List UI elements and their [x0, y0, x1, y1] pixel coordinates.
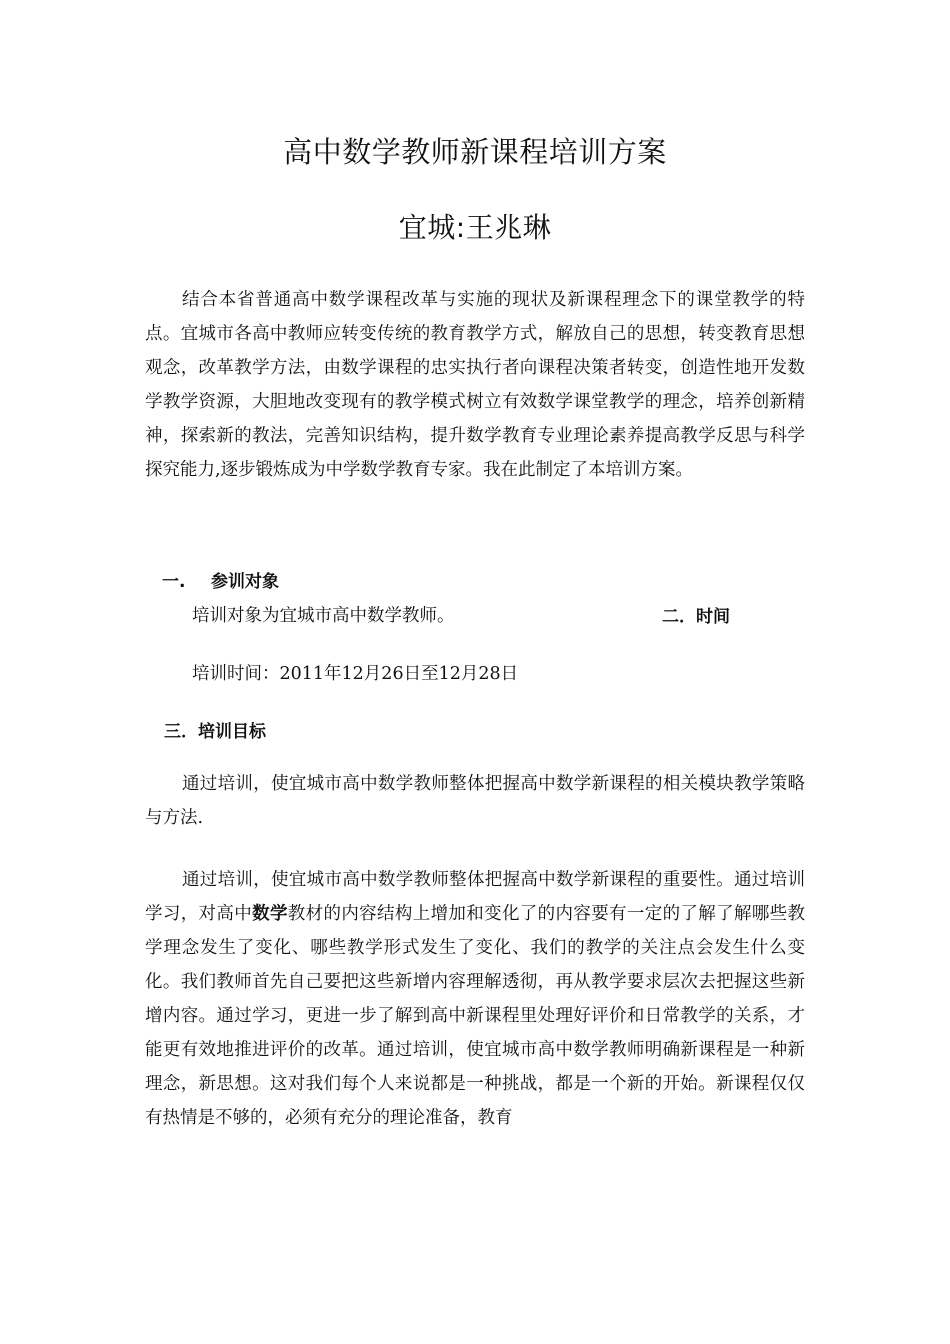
goal2-text-part2: 教材的内容结构上增加和变化了的内容要有一定的了解了解哪些教学理念发生了变化、哪些教学形式发生了变化、我们的教学的关注点会发生什么变化。我们教师首先自己要把这些新增内容理解透彻，再从教学要求层次去把握这些新增内容。通过学习，更进一步了解到高中新课程里处理好评价和日常教学的关系，才能更有效地推进评价的改革。通过培训，使宜城市高中数学教师明确新课程是一种新理念，新思想。这对我们每个人来说都是一种挑战，都是一个新的开始。新课程仅仅有热情是不够的，必须有充分的理论准备，教育 — [145, 904, 806, 1128]
intro-paragraph: 结合本省普通高中数学课程改革与实施的现状及新课程理念下的课堂教学的特点。宜城市各高中教师应转变传统的教育教学方式，解放自己的思想，转变教育思想观念，改革教学方法，由数学课程的忠实执行者向课程决策者转变，创造性地开发数学教学资源，大胆地改变现有的教学模式树立有效数学课堂教学的理念，培养创新精神，探索新的教法，完善知识结构，提升数学教育专业理论素养提高教学反思与科学探究能力,逐步锻炼成为中学数学教育专家。我在此制定了本培训方案。 — [145, 290, 805, 480]
section1-number: 一. — [162, 572, 186, 592]
goal2-bold-text: 数学 — [252, 904, 288, 924]
section1-heading: 参训对象 — [211, 572, 279, 592]
goal2-text-part1: 通过培训，使宜城市高中数学教师整体把握高中数学新课程的重要性。通过培训学习，对高中 — [145, 870, 805, 924]
goal-paragraph-1: 通过培训，使宜城市高中数学教师整体把握高中数学新课程的相关模块教学策略与方法. — [145, 774, 805, 828]
section1-text: 培训对象为宜城市高中数学教师。 — [192, 606, 455, 626]
section2-heading: 二．时间 — [662, 607, 730, 627]
document-title: 高中数学教师新课程培训方案 — [283, 135, 667, 169]
goal-paragraph-2 — [145, 863, 805, 1135]
section3-heading: 三．培训目标 — [164, 722, 266, 742]
section2-text: 培训时间：2011年12月26日至12月28日 — [192, 664, 519, 684]
document-author: 宜城:王兆琳 — [398, 211, 552, 244]
